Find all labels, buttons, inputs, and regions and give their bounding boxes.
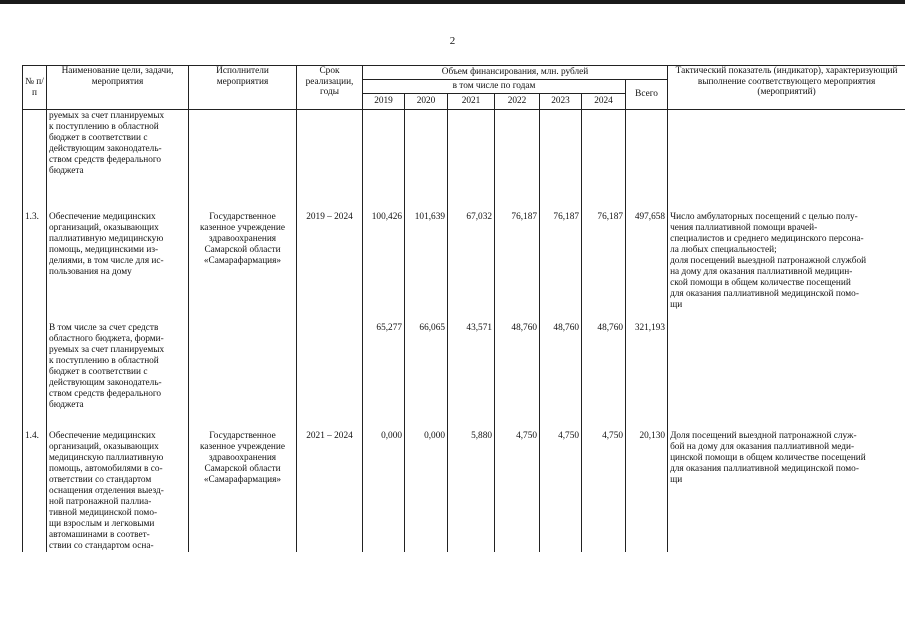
row-value: 0,000	[405, 411, 448, 552]
row-exec	[189, 110, 297, 178]
row-name: В том числе за счет средств областного бюджета, форми- руемых за счет планируемых к поступлению в областной бюджет в соответствии с действующим законодатель- ством средств федерального бюджета	[47, 311, 189, 411]
row-exec: Государственное казенное учреждение здравоохранения Самарской области «Самарафармация»	[189, 177, 297, 311]
row-exec: Государственное казенное учреждение здравоохранения Самарской области «Самарафармация»	[189, 411, 297, 552]
row-value	[405, 110, 448, 178]
row-value: 76,187	[540, 177, 582, 311]
row-value: 48,760	[582, 311, 626, 411]
header-year: 2023	[540, 94, 582, 110]
row-value: 76,187	[582, 177, 626, 311]
row-total: 20,130	[626, 411, 668, 552]
header-name: Наименование цели, задачи, мероприятия	[47, 66, 189, 110]
row-indicator: Доля посещений выездной патронажной служ- бой на дому для оказания паллиативной меди- цинской помощи в общем количестве посещений для оказания паллиативной медицинской помо- щи	[668, 411, 905, 552]
row-value: 48,760	[495, 311, 540, 411]
row-value	[495, 110, 540, 178]
row-num: 1.3.	[23, 177, 47, 311]
row-value: 101,639	[405, 177, 448, 311]
header-year: 2021	[448, 94, 495, 110]
table-row	[23, 311, 905, 411]
header-indicator: Тактический показатель (индикатор), характеризующий выполнение соответствующего мероприятия (мероприятий)	[668, 66, 905, 110]
header-total: Всего	[626, 80, 668, 110]
header-year: 2019	[363, 94, 405, 110]
header-finance: Объем финансирования, млн. рублей	[363, 66, 668, 80]
row-term	[297, 311, 363, 411]
header-term: Срок реализации, годы	[297, 66, 363, 110]
row-total: 497,658	[626, 177, 668, 311]
table-row	[23, 411, 905, 552]
row-value: 4,750	[495, 411, 540, 552]
row-exec	[189, 311, 297, 411]
row-value: 76,187	[495, 177, 540, 311]
row-term: 2021 – 2024	[297, 411, 363, 552]
row-name: руемых за счет планируемых к поступлению в областной бюджет в соответствии с действующим законодатель- ством средств федерального бюджета	[47, 110, 189, 178]
row-value	[363, 110, 405, 178]
header-year: 2020	[405, 94, 448, 110]
row-term	[297, 110, 363, 178]
table-row	[23, 177, 905, 311]
header-year: 2022	[495, 94, 540, 110]
page-number: 2	[449, 35, 456, 47]
row-total: 321,193	[626, 311, 668, 411]
row-value: 48,760	[540, 311, 582, 411]
row-total	[626, 110, 668, 178]
row-value: 100,426	[363, 177, 405, 311]
row-value	[540, 110, 582, 178]
row-value	[448, 110, 495, 178]
row-name: Обеспечение медицинских организаций, оказывающих медицинскую паллиативную помощь, автомобилями в со- ответствии со стандартом оснащения отделения выезд- ной патронажной паллиа- тивной медицинской помо- щи взрослым и легковыми автомашинами в соответ- ствии со стандартом осна-	[47, 411, 189, 552]
header-exec: Исполнители мероприятия	[189, 66, 297, 110]
row-value: 66,065	[405, 311, 448, 411]
row-indicator: Число амбулаторных посещений с целью полу- чения паллиативной помощи врачей- специалистов и среднего медицинского персона- ла любых специальностей; доля посещений выездной патронажной службой на дому для оказания паллиативной медицин- ской помощи в общем количестве посещений для оказания паллиативной медицинской помо- щи	[668, 177, 905, 311]
header-num: № п/п	[23, 66, 47, 110]
row-value: 43,571	[448, 311, 495, 411]
row-value: 65,277	[363, 311, 405, 411]
row-value: 4,750	[582, 411, 626, 552]
row-value: 4,750	[540, 411, 582, 552]
row-indicator	[668, 110, 905, 178]
table-row	[23, 110, 905, 178]
row-name: Обеспечение медицинских организаций, оказывающих паллиативную медицинскую помощь, медицинскими из- делиями, в том числе для ис- пользования на дому	[47, 177, 189, 311]
header-by-years: в том числе по годам	[363, 80, 626, 94]
row-value	[582, 110, 626, 178]
program-table	[22, 65, 905, 552]
top-edge-bar	[0, 0, 905, 4]
row-value: 0,000	[363, 411, 405, 552]
row-num	[23, 110, 47, 178]
header-year: 2024	[582, 94, 626, 110]
row-num: 1.4.	[23, 411, 47, 552]
row-num	[23, 311, 47, 411]
row-term: 2019 – 2024	[297, 177, 363, 311]
row-value: 5,880	[448, 411, 495, 552]
row-value: 67,032	[448, 177, 495, 311]
row-indicator	[668, 311, 905, 411]
